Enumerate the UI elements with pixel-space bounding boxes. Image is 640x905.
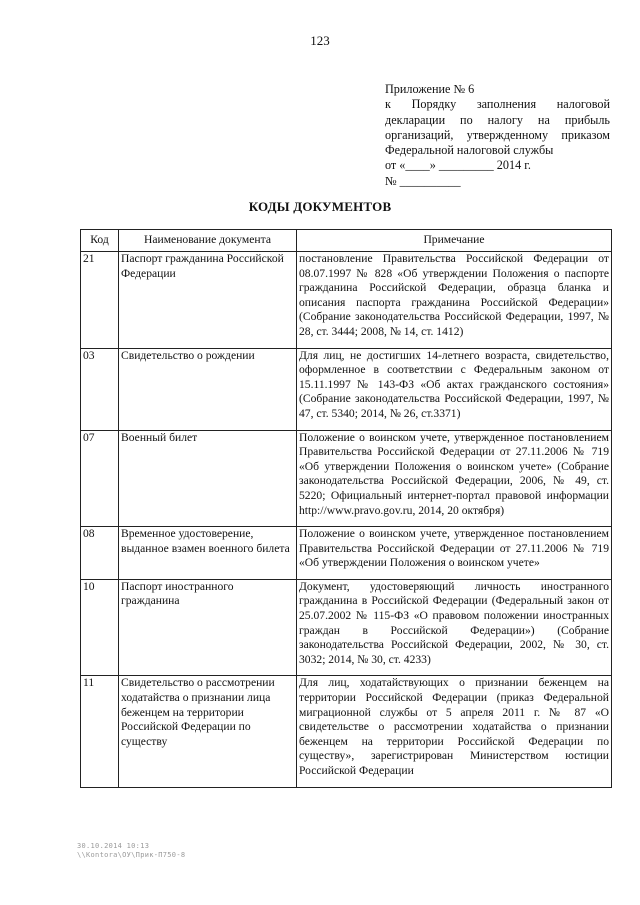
appendix-line: к Порядку заполнения налоговой <box>385 97 610 112</box>
row-note: Документ, удостоверяющий личность иностранного гражданина в Российской Федерации (Федеральный закон от 25.07.2002 № 115-ФЗ «О правовом положении иностранных граждан в Российской Федерации») (Собрание законодательства Российской Федерации, 2002, № 30, ст. 3032; 2014, № 30, ст. 4233) <box>297 579 612 676</box>
row-name: Паспорт иностранного гражданина <box>119 579 297 676</box>
document-title: КОДЫ ДОКУМЕНТОВ <box>248 199 392 214</box>
row-note: Для лиц, не достигших 14-летнего возраста, свидетельство, оформленное в соответствии с Федеральным законом от 15.11.1997 № 143-ФЗ «Об актах гражданского состояния» (Собрание законодательства Российской Федерации, 1997, № 47, ст. 5340; 2014, № 26, ст.3371) <box>297 348 612 430</box>
header-note: Примечание <box>297 230 612 252</box>
row-note: Положение о воинском учете, утвержденное постановлением Правительства Российской Федерации от 27.11.2006 № 719 «Об утверждении Положения о воинском учете» <box>297 527 612 580</box>
row-name: Свидетельство о рассмотрении ходатайства о признании лица беженцем на территории Российской Федерации по существу <box>119 676 297 787</box>
row-note: постановление Правительства Российской Федерации от 08.07.1997 № 828 «Об утверждении Положения о паспорте гражданина Российской Федерации, образца бланка и описания паспорта гражданина Российской Федерации» (Собрание законодательства Российской Федерации, 1997, № 28, ст. 3444; 2008, № 14, ст. 1412) <box>297 252 612 349</box>
row-code: 11 <box>81 676 119 787</box>
document-codes-table <box>80 229 612 788</box>
appendix-block <box>385 82 610 189</box>
appendix-line: № __________ <box>385 173 461 188</box>
file-path-footer <box>77 842 185 860</box>
row-name: Паспорт гражданина Российской Федерации <box>119 252 297 349</box>
footer-path: \\Kontora\ОУ\Прик-П750-8 <box>77 851 186 859</box>
row-code: 21 <box>81 252 119 349</box>
table-row <box>81 579 612 676</box>
appendix-line: декларации по налогу на прибыль <box>385 112 610 127</box>
row-code: 10 <box>81 579 119 676</box>
table-row <box>81 527 612 580</box>
table-row <box>81 430 612 527</box>
table-row <box>81 676 612 787</box>
row-name: Временное удостоверение, выданное взамен военного билета <box>119 527 297 580</box>
page-number: 123 <box>310 33 330 48</box>
appendix-line: от «____» _________ 2014 г. <box>385 158 531 173</box>
row-note: Положение о воинском учете, утвержденное постановлением Правительства Российской Федерации от 27.11.2006 № 719 «Об утверждении Положения о воинском учете» (Собрание законодательства Российской Федерации, 2006, № 49, ст. 5220; Официальный интернет-портал правовой информации http://www.pravo.gov.ru, 2014, 20 октября) <box>297 430 612 527</box>
row-name: Военный билет <box>119 430 297 527</box>
row-code: 03 <box>81 348 119 430</box>
header-code: Код <box>81 230 119 252</box>
appendix-line: Приложение № 6 <box>385 82 475 96</box>
appendix-line: Федеральной налоговой службы <box>385 143 554 158</box>
row-note: Для лиц, ходатайствующих о признании беженцем на территории Российской Федерации (приказ Федеральной миграционной службы от 5 апреля 2011 г. № 87 «О свидетельстве о рассмотрении ходатайства о признании беженцем на территории Российской Федерации по существу», зарегистрирован Министерством юстиции Российской Федерации <box>297 676 612 787</box>
header-name: Наименование документа <box>119 230 297 252</box>
table-row <box>81 252 612 349</box>
table-row <box>81 348 612 430</box>
footer-timestamp: 30.10.2014 10:13 <box>77 842 150 850</box>
row-code: 07 <box>81 430 119 527</box>
row-code: 08 <box>81 527 119 580</box>
row-name: Свидетельство о рождении <box>119 348 297 430</box>
table-header-row <box>81 230 612 252</box>
appendix-line: организаций, утвержденному приказом <box>385 127 610 142</box>
